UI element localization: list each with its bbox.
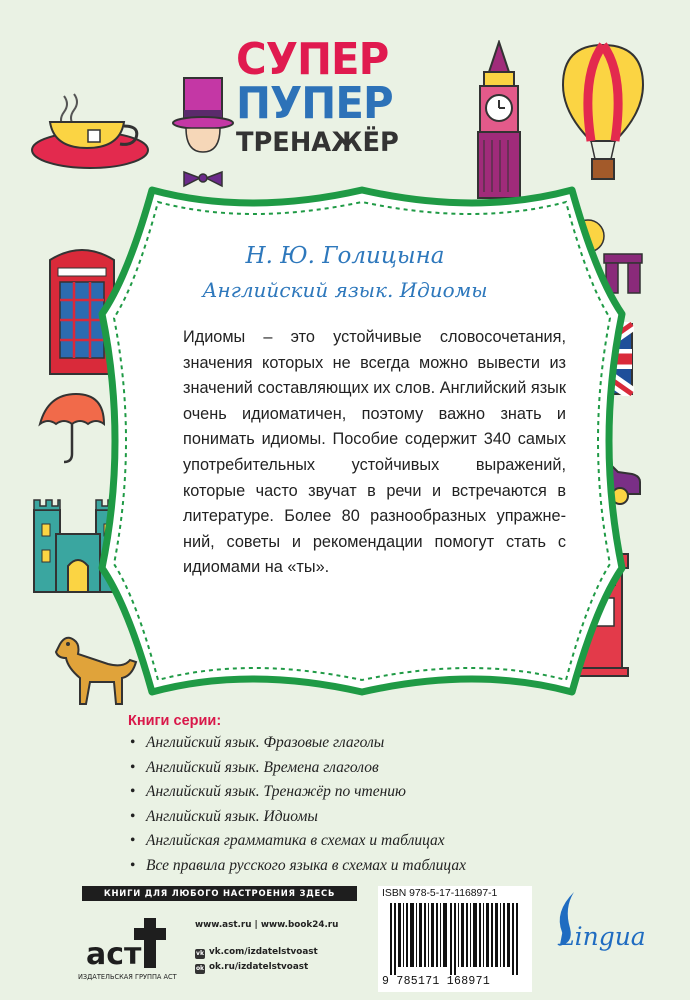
series-title-trainer: ТРЕНАЖЁР [236, 127, 399, 158]
publisher-imprint: ИЗДАТЕЛЬСКАЯ ГРУППА АСТ [78, 973, 177, 981]
publisher-slogan: КНИГИ ДЛЯ ЛЮБОГО НАСТРОЕНИЯ ЗДЕСЬ [82, 886, 357, 901]
publisher-websites: www.ast.ru | www.book24.ru [195, 920, 339, 930]
ok-text: ok.ru/izdatelstvoast [209, 962, 309, 972]
series-item: • Все правила русского языка в схемах и таблицах [128, 857, 466, 882]
book-title: Английский язык. Идиомы [202, 278, 488, 302]
vk-text: vk.com/izdatelstvoast [209, 947, 318, 957]
series-title-super: СУПЕР [236, 34, 389, 85]
isbn-text: ISBN 978-5-17-116897-1 [382, 888, 498, 899]
ok-icon: ok [195, 965, 205, 972]
series-item: • Английский язык. Тренажёр по чтению [128, 783, 466, 808]
series-item: • Английский язык. Идиомы [128, 808, 466, 833]
series-item: • Английский язык. Времена глаголов [128, 759, 466, 784]
series-heading: Книги серии: [128, 713, 222, 729]
barcode [388, 903, 522, 975]
author-name: Н. Ю. Голицына [245, 243, 445, 269]
series-title-puper: ПУПЕР [236, 78, 393, 129]
vk-icon: vk [196, 950, 204, 957]
vk-link [195, 947, 318, 959]
series-item: • Английская грамматика в схемах и таблицах [128, 832, 466, 857]
ok-link [195, 962, 308, 974]
ast-logo [82, 916, 182, 972]
hot-air-balloon-icon [560, 42, 646, 192]
series-list [128, 734, 466, 881]
series-item: • Английский язык. Фразовые глаголы [128, 734, 466, 759]
lingua-logo: Lingua [558, 922, 646, 951]
barcode-area [378, 886, 532, 992]
ean-number: 9 785171 168971 [382, 975, 491, 988]
teacup-icon [28, 92, 154, 176]
ast-logo-text: аст [86, 937, 142, 972]
top-hat-icon [170, 76, 236, 190]
book-description: Идиомы – это устойчивые словосочетания, значения которых не всегда можно вывести из значений составляющих их слов. Английский язык очень идиоматичен, поэтому важно знать и понимать идиомы. Пособие содержит 340 самых употребительных устойчивых выражений, которые часто звучат в речи и встречаются в литературе. Более 80 разнообразных упражнений, советы и рекомендации помогут стать с идиомами на «ты». [183, 328, 566, 577]
